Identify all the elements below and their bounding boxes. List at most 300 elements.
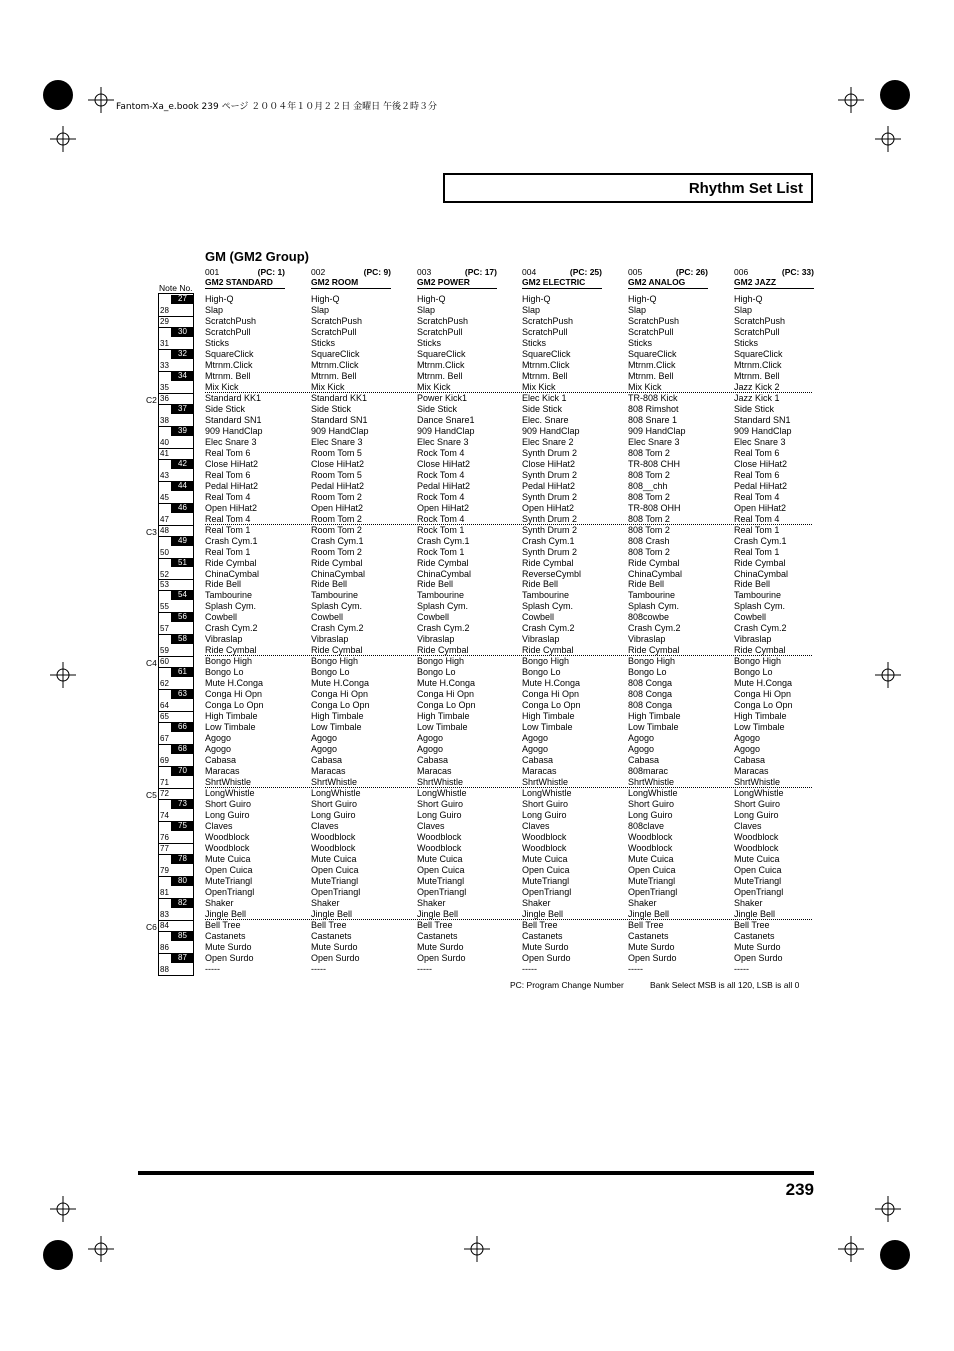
instrument-name: Jingle Bell [417,908,459,919]
instrument-name: Slap [205,304,224,315]
instrument-name: Standard KK1 [205,392,262,403]
instrument-name: Low Timbale [522,722,573,733]
instrument-name: ChinaCymbal [734,568,789,579]
instrument-name: SquareClick [417,348,466,359]
instrument-name: Real Tom 4 [734,513,780,524]
instrument-name: Mute Surdo [417,941,464,952]
instrument-name: Standard SN1 [205,414,262,425]
octave-label: C6 [146,921,157,932]
white-key-number: 74 [160,811,169,821]
instrument-name: Conga Hi Opn [522,689,580,700]
instrument-name: ShrtWhistle [205,777,252,788]
instrument-name: Sticks [522,337,547,348]
instrument-name: Sticks [734,337,759,348]
instrument-name: Ride Cymbal [522,645,574,656]
instrument-name: Conga Lo Opn [311,700,370,711]
instrument-name: Open HiHat2 [734,502,787,513]
white-key-number: 33 [160,360,169,370]
instrument-name: Ride Cymbal [734,645,786,656]
instrument-name: Open Surdo [734,952,783,963]
instrument-name: Mix Kick [417,381,451,392]
instrument-name: LongWhistle [522,788,572,799]
black-key: 27 [171,295,194,304]
instrument-name: ----- [628,963,643,974]
registration-star-mark-top-left [43,80,73,110]
black-key: 51 [171,559,194,568]
octave-divider [205,524,812,525]
footnote-pc: PC: Program Change Number [510,980,624,990]
instrument-name: ----- [734,963,749,974]
instrument-name: 808 Tom 2 [628,513,670,524]
instrument-name: Pedal HiHat2 [522,480,576,491]
black-key: 87 [171,954,194,963]
instrument-name: Mute H.Conga [734,678,793,689]
instrument-name: Open Cuica [628,864,676,875]
white-key-number: 53 [160,580,169,590]
instrument-name: Agogo [522,744,549,755]
instrument-name: Ride Bell [628,579,665,590]
instrument-name: Close HiHat2 [522,458,576,469]
instrument-name: Woodblock [417,843,462,853]
instrument-name: MuteTriangl [311,875,359,886]
black-key: 46 [171,504,194,513]
instrument-name: Splash Cym. [205,601,257,612]
program-change: (PC: 25) [569,267,602,277]
instrument-name: Vibraslap [522,634,560,645]
instrument-name: Splash Cym. [628,601,680,612]
instrument-name: SquareClick [734,348,783,359]
white-key-number: 83 [160,909,169,919]
instrument-name: SquareClick [205,348,254,359]
black-key: 54 [171,591,194,600]
instrument-name: Bongo High [205,656,253,667]
white-key-divider [159,975,193,976]
instrument-name: Bongo Lo [205,667,244,678]
instrument-name: 808cowbe [628,612,670,623]
registration-star-mark-bottom-left [43,1240,73,1270]
instrument-name: LongWhistle [311,788,361,799]
instrument-name: ScratchPush [311,315,363,326]
instrument-name: Long Guiro [522,810,567,821]
white-key-number: 81 [160,887,169,897]
set-number: 004 [522,267,537,277]
instrument-name: Bongo Lo [628,667,667,678]
instrument-name: Bongo High [734,656,782,667]
instrument-name: Conga Hi Opn [417,689,475,700]
instrument-name: ScratchPull [205,326,251,337]
instrument-name: ----- [311,963,326,974]
instrument-name: Close HiHat2 [734,458,788,469]
program-change: (PC: 33) [781,267,814,277]
instrument-name: Mute Cuica [417,853,463,864]
instrument-name: 808 Crash [628,535,670,546]
white-key-number: 71 [160,778,169,788]
instrument-name: Vibraslap [628,634,666,645]
instrument-name: LongWhistle [417,788,467,799]
set-number: 005 [628,267,643,277]
instrument-name: Room Tom 2 [311,546,362,557]
instrument-name: High Timbale [205,711,258,722]
instrument-name: 909 HandClap [628,425,686,436]
instrument-name: Maracas [417,766,452,777]
instrument-name: ScratchPush [628,315,680,326]
instrument-name: Sticks [417,337,442,348]
instrument-name: 909 HandClap [522,425,580,436]
instrument-name: Shaker [522,897,551,908]
instrument-name: Crash Cym.1 [734,535,787,546]
instrument-name: ScratchPull [628,326,674,337]
instrument-name: Mtrnm. Bell [734,370,780,381]
instrument-name: Agogo [417,744,444,755]
instrument-name: Mtrnm.Click [522,359,570,370]
instrument-name: Mute Surdo [205,941,252,952]
instrument-name: Bongo High [311,656,359,667]
instrument-name: Woodblock [522,843,567,853]
instrument-name: Side Stick [311,403,352,414]
column-header [417,267,497,289]
instrument-name: Splash Cym. [311,601,363,612]
instrument-name: 808 Tom 2 [628,546,670,557]
instrument-name: Crash Cym.2 [522,623,575,634]
set-name: GM2 ROOM [311,277,391,289]
instrument-name: 808 Conga [628,678,673,689]
instrument-name: 808 Tom 2 [628,447,670,458]
white-key-number: 67 [160,734,169,744]
instrument-name: Short Guiro [734,799,781,810]
octave-label: C2 [146,394,157,405]
instrument-name: OpenTriangl [734,886,784,897]
octave-divider [205,919,812,920]
instrument-name: Synth Drum 2 [522,491,578,502]
instrument-name: Slap [628,304,647,315]
instrument-name: High Timbale [522,711,575,722]
instrument-name: Cowbell [734,612,767,623]
instrument-name: High-Q [311,294,340,304]
white-key-number: 41 [160,448,169,458]
instrument-name: Real Tom 6 [205,469,251,480]
instrument-name: Elec Snare 3 [311,436,363,447]
crosshair-mark [50,1196,76,1222]
instrument-name: Agogo [628,733,655,744]
instrument-name: Sticks [628,337,653,348]
footnote-bank: Bank Select MSB is all 120, LSB is all 0 [650,980,800,990]
instrument-name: Mute Cuica [522,853,568,864]
instrument-name: Mute Surdo [522,941,569,952]
instrument-name: Standard SN1 [734,414,791,425]
instrument-name: Agogo [205,733,232,744]
instrument-name: Agogo [628,744,655,755]
instrument-name: Bongo Lo [734,667,773,678]
column-header [311,267,391,289]
black-key: 49 [171,537,194,546]
instrument-name: Mtrnm.Click [628,359,676,370]
instrument-name: Woodblock [734,843,779,853]
instrument-name: LongWhistle [628,788,678,799]
instrument-name: MuteTriangl [522,875,570,886]
instrument-name: ShrtWhistle [522,777,569,788]
instrument-name: Rock Tom 4 [417,491,465,502]
instrument-name: Cabasa [311,755,343,766]
instrument-name: Ride Cymbal [205,645,257,656]
instrument-name: Ride Cymbal [205,557,257,568]
black-key: 66 [171,723,194,732]
black-key: 68 [171,745,194,754]
instrument-name: Bell Tree [522,919,558,930]
instrument-name: Low Timbale [734,722,785,733]
instrument-name: ShrtWhistle [417,777,464,788]
instrument-name: ScratchPush [417,315,469,326]
instrument-name: Maracas [311,766,346,777]
instrument-name: Mtrnm.Click [311,359,359,370]
black-key: 85 [171,932,194,941]
instrument-name: High-Q [522,294,551,304]
instrument-name: Tambourine [628,590,676,601]
instrument-name: Open HiHat2 [205,502,258,513]
instrument-name: Mtrnm. Bell [417,370,463,381]
instrument-name: Ride Bell [311,579,348,590]
instrument-name: Rock Tom 1 [417,524,465,535]
instrument-name: 909 HandClap [417,425,475,436]
instrument-name: SquareClick [311,348,360,359]
instrument-name: Claves [205,821,233,832]
instrument-name: ScratchPush [522,315,574,326]
instrument-name: Rock Tom 1 [417,546,465,557]
instrument-name: MuteTriangl [628,875,676,886]
instrument-name: Slap [734,304,753,315]
instrument-name: Bongo Lo [311,667,350,678]
instrument-name: ScratchPull [417,326,463,337]
instrument-name: OpenTriangl [522,886,572,897]
instrument-name: Pedal HiHat2 [734,480,788,491]
instrument-name: Cabasa [628,755,660,766]
crosshair-mark [464,1236,490,1262]
instrument-name: ChinaCymbal [628,568,683,579]
instrument-name: Jazz Kick 1 [734,392,780,403]
instrument-name: Ride Bell [205,579,242,590]
instrument-name: Short Guiro [522,799,569,810]
instrument-name: 808 Conga [628,689,673,700]
instrument-name: ReverseCymbl [522,568,582,579]
instrument-name: Mute Cuica [311,853,357,864]
octave-divider [205,655,812,656]
instrument-name: Cowbell [205,612,238,623]
octave-label: C4 [146,658,157,669]
instrument-name: Cowbell [417,612,450,623]
instrument-name: Agogo [417,733,444,744]
instrument-name: Ride Cymbal [522,557,574,568]
black-key: 75 [171,822,194,831]
crosshair-mark [875,662,901,688]
column-header [628,267,708,289]
instrument-name: Open Cuica [311,864,359,875]
instrument-name: Splash Cym. [417,601,469,612]
black-key: 56 [171,613,194,622]
white-key-number: 84 [160,920,169,930]
instrument-name: Mtrnm. Bell [628,370,674,381]
instrument-name: Close HiHat2 [417,458,471,469]
crosshair-mark [50,662,76,688]
registration-star-mark-bottom-right [880,1240,910,1270]
set-name: GM2 ANALOG [628,277,708,289]
white-key-number: 38 [160,415,169,425]
instrument-name: Mute H.Conga [522,678,581,689]
white-key-number: 69 [160,756,169,766]
instrument-name: Long Guiro [628,810,673,821]
instrument-name: MuteTriangl [417,875,465,886]
instrument-name: High Timbale [628,711,681,722]
black-key: 37 [171,405,194,414]
instrument-name: OpenTriangl [311,886,361,897]
white-key-number: 62 [160,679,169,689]
instrument-name: Woodblock [628,832,673,843]
instrument-name: Agogo [734,733,761,744]
instrument-name: Ride Cymbal [417,645,469,656]
instrument-name: Open Surdo [522,952,571,963]
instrument-name: Real Tom 4 [205,513,251,524]
instrument-name: Pedal HiHat2 [417,480,471,491]
white-key-number: 29 [160,316,169,326]
instrument-name: Shaker [734,897,763,908]
octave-divider [205,392,812,393]
black-key: 39 [171,427,194,436]
black-key: 44 [171,482,194,491]
instrument-name: Synth Drum 2 [522,524,578,535]
instrument-name: Maracas [522,766,557,777]
instrument-name: OpenTriangl [628,886,678,897]
instrument-name: Tambourine [311,590,359,601]
instrument-name: Elec Snare 3 [205,436,257,447]
white-key-number: 79 [160,865,169,875]
instrument-name: Shaker [205,897,234,908]
instrument-name: Shaker [311,897,340,908]
instrument-name: Vibraslap [205,634,243,645]
instrument-name: Short Guiro [417,799,464,810]
instrument-name: Synth Drum 2 [522,447,578,458]
instrument-name: Open Cuica [417,864,465,875]
instrument-name: Slap [522,304,541,315]
black-key: 58 [171,635,194,644]
page-title: Rhythm Set List [688,180,803,197]
instrument-name: 909 HandClap [205,425,263,436]
instrument-name: Mtrnm. Bell [311,370,357,381]
instrument-name: Mute Cuica [628,853,674,864]
instrument-name: Elec Snare 2 [522,436,574,447]
instrument-name: Mute Cuica [734,853,780,864]
set-name: GM2 STANDARD [205,277,285,289]
instrument-name: ShrtWhistle [311,777,358,788]
instrument-name: Cabasa [205,755,237,766]
crosshair-mark [838,1236,864,1262]
instrument-name: Agogo [311,744,338,755]
instrument-name: Mute Surdo [734,941,781,952]
instrument-name: Bell Tree [417,919,453,930]
note-number-label: Note No. [159,283,193,293]
instrument-name: Tambourine [417,590,465,601]
instrument-name: Ride Cymbal [628,557,680,568]
instrument-name: Bongo High [522,656,570,667]
instrument-name: Mix Kick [628,381,662,392]
instrument-name: Woodblock [417,832,462,843]
instrument-name: Mix Kick [522,381,556,392]
instrument-name: Mute H.Conga [311,678,370,689]
instrument-name: Castanets [522,930,563,941]
instrument-name: Side Stick [205,403,246,414]
white-key-number: 76 [160,833,169,843]
instrument-name: Open HiHat2 [522,502,575,513]
instrument-name: Jingle Bell [734,908,776,919]
instrument-name: Ride Cymbal [628,645,680,656]
instrument-name: Short Guiro [205,799,252,810]
octave-label: C3 [146,526,157,537]
instrument-name: Bongo High [628,656,676,667]
instrument-name: ChinaCymbal [205,568,260,579]
instrument-name: Maracas [734,766,769,777]
white-key-number: 40 [160,437,169,447]
white-key-number: 45 [160,492,169,502]
column-header [734,267,814,289]
instrument-name: Ride Cymbal [311,645,363,656]
instrument-name: High-Q [628,294,657,304]
instrument-name: Open Cuica [205,864,253,875]
instrument-name: Real Tom 6 [734,469,780,480]
black-key: 70 [171,767,194,776]
instrument-name: Open Cuica [522,864,570,875]
instrument-name: Pedal HiHat2 [311,480,365,491]
instrument-name: 808 Snare 1 [628,414,678,425]
set-name: GM2 POWER [417,277,497,289]
instrument-name: Long Guiro [205,810,250,821]
instrument-name: MuteTriangl [734,875,782,886]
instrument-name: Jingle Bell [522,908,564,919]
instrument-name: Cabasa [417,755,449,766]
black-key: 78 [171,855,194,864]
instrument-name: Short Guiro [628,799,675,810]
instrument-name: Crash Cym.1 [311,535,364,546]
instrument-name: Room Tom 5 [311,447,362,458]
instrument-name: Synth Drum 2 [522,546,578,557]
instrument-name: Castanets [311,930,352,941]
instrument-name: Castanets [628,930,669,941]
white-key-number: 36 [160,393,169,403]
instrument-name: 808 Tom 2 [628,491,670,502]
instrument-name: Low Timbale [417,722,468,733]
instrument-name: Rock Tom 4 [417,469,465,480]
instrument-name: Elec Kick 1 [522,392,567,403]
white-key-number: 65 [160,712,169,722]
instrument-name: Sticks [205,337,230,348]
instrument-name: Crash Cym.2 [628,623,681,634]
black-key: 32 [171,350,194,359]
instrument-name: Real Tom 6 [205,447,251,458]
instrument-name: Real Tom 6 [734,447,780,458]
set-name: GM2 ELECTRIC [522,277,602,289]
instrument-name: Woodblock [205,843,250,853]
instrument-name: Ride Cymbal [311,557,363,568]
instrument-name: Crash Cym.1 [522,535,575,546]
instrument-name: Agogo [205,744,232,755]
instrument-name: Short Guiro [311,799,358,810]
instrument-name: Long Guiro [417,810,462,821]
instrument-name: Room Tom 2 [311,513,362,524]
instrument-name: Sticks [311,337,336,348]
instrument-name: High-Q [417,294,446,304]
instrument-name: Real Tom 4 [734,491,780,502]
black-key: 73 [171,800,194,809]
instrument-name: Elec Snare 3 [734,436,786,447]
black-key: 42 [171,460,194,469]
instrument-name: Conga Hi Opn [734,689,792,700]
instrument-name: Woodblock [311,843,356,853]
